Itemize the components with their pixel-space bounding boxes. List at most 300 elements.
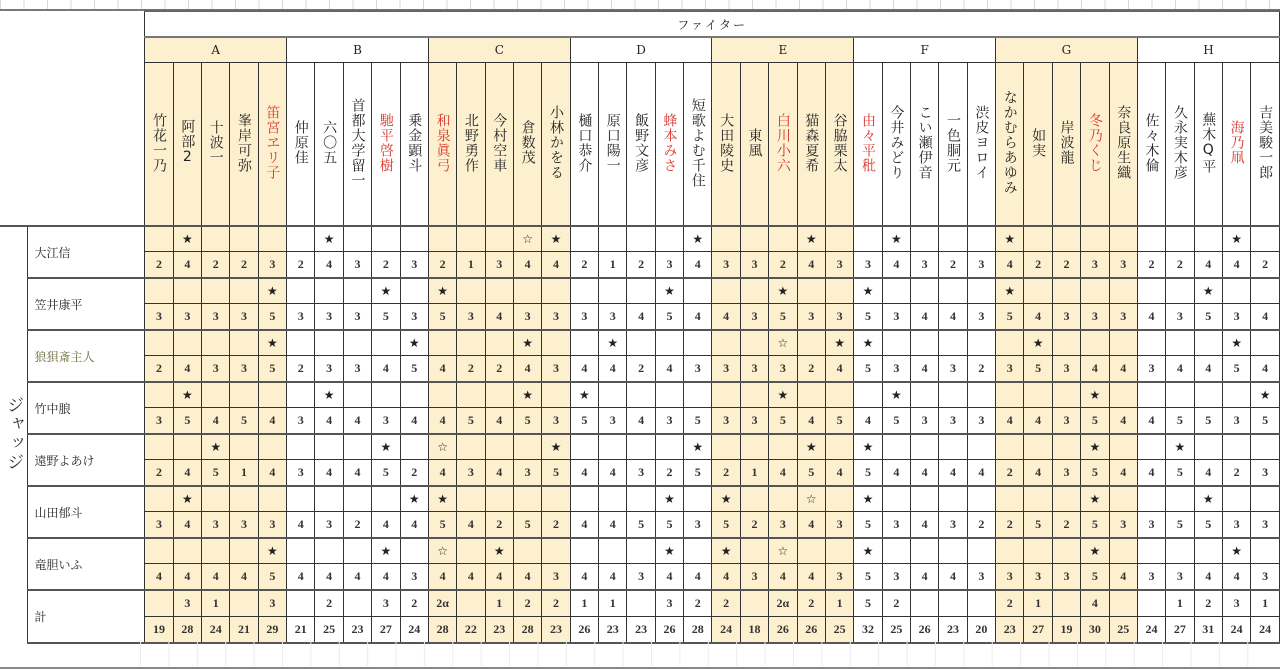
star-mark [372, 330, 400, 356]
star-mark [513, 486, 541, 512]
star-mark [202, 382, 230, 408]
total-score-cell: 30 [1081, 617, 1109, 644]
score-cell: 4 [797, 564, 825, 591]
star-mark [1109, 486, 1137, 512]
score-cell: 3 [1024, 564, 1052, 591]
star-count-cell: 3 [655, 590, 683, 617]
score-cell: 4 [599, 512, 627, 539]
score-cell: 3 [1109, 304, 1137, 331]
score-cell: 3 [967, 564, 995, 591]
star-mark [287, 278, 315, 304]
score-cell: 5 [655, 304, 683, 331]
fighter-header [513, 63, 541, 227]
fighter-header [1052, 63, 1080, 227]
star-mark [797, 382, 825, 408]
fighter-header [627, 63, 655, 227]
judge-score-row [0, 564, 1280, 591]
star-mark [627, 330, 655, 356]
fighter-header [825, 63, 853, 227]
score-cell: 4 [1137, 304, 1165, 331]
fighter-name: 蜂本みさ [661, 112, 678, 173]
star-count-cell: 1 [825, 590, 853, 617]
fighter-name: こい瀬伊音 [916, 105, 933, 180]
star-mark [627, 538, 655, 564]
fighter-header [996, 63, 1024, 227]
fighter-name: 渋皮ヨロイ [973, 105, 990, 180]
star-mark [627, 226, 655, 252]
total-score-cell: 19 [145, 617, 173, 644]
score-cell: 3 [1166, 564, 1194, 591]
star-mark [599, 538, 627, 564]
score-cell: 4 [1222, 564, 1250, 591]
score-cell: 3 [712, 408, 740, 435]
star-mark [740, 486, 768, 512]
score-cell: 3 [230, 512, 258, 539]
fighter-name-row [0, 63, 1280, 227]
total-score-cell: 25 [882, 617, 910, 644]
total-score-cell: 22 [457, 617, 485, 644]
star-mark [996, 486, 1024, 512]
score-cell: 3 [825, 512, 853, 539]
fighter-header [1081, 63, 1109, 227]
score-cell: 4 [173, 460, 201, 487]
star-mark [570, 278, 598, 304]
score-cell: 5 [627, 512, 655, 539]
star-mark [996, 330, 1024, 356]
star-mark [684, 278, 712, 304]
score-cell: 2 [967, 356, 995, 383]
star-mark [457, 434, 485, 460]
star-mark [712, 330, 740, 356]
star-mark [457, 382, 485, 408]
star-mark: ★ [1166, 434, 1194, 460]
score-cell: 5 [1222, 356, 1250, 383]
score-cell: 5 [854, 512, 882, 539]
judge-star-row [0, 382, 1280, 408]
fighter-name: 谷脇栗太 [831, 112, 848, 173]
star-mark [797, 278, 825, 304]
star-mark: ★ [996, 226, 1024, 252]
judge-name: 狼狽斎主人 [28, 330, 145, 382]
score-cell: 3 [315, 304, 343, 331]
star-mark [1166, 382, 1194, 408]
star-mark [684, 486, 712, 512]
star-mark [1222, 434, 1250, 460]
fighter-name: 大田陵史 [718, 112, 735, 173]
score-cell: 3 [882, 564, 910, 591]
score-cell: 2 [202, 252, 230, 279]
group-header-g: G [996, 37, 1138, 63]
star-mark [1194, 434, 1222, 460]
score-cell: 4 [287, 564, 315, 591]
score-cell: 3 [882, 512, 910, 539]
fighter-title-row [0, 11, 1280, 37]
star-mark: ★ [1194, 486, 1222, 512]
star-mark [513, 278, 541, 304]
star-mark [1052, 434, 1080, 460]
total-score-cell: 32 [854, 617, 882, 644]
score-cell: 5 [854, 356, 882, 383]
star-mark [854, 226, 882, 252]
fighter-header [315, 63, 343, 227]
fighter-header [599, 63, 627, 227]
fighter-name: 六〇五 [321, 120, 338, 165]
score-cell: 4 [315, 460, 343, 487]
fighter-name: 和泉眞弓 [434, 112, 451, 173]
judge-side-label [0, 226, 28, 643]
total-score-cell: 27 [372, 617, 400, 644]
fighter-header [173, 63, 201, 227]
star-mark: ★ [1222, 330, 1250, 356]
group-header-b: B [287, 37, 429, 63]
score-cell: 3 [939, 356, 967, 383]
fighter-header [1251, 63, 1280, 227]
star-mark [1137, 538, 1165, 564]
star-mark [173, 330, 201, 356]
star-mark: ★ [1222, 226, 1250, 252]
star-mark: ★ [1251, 382, 1280, 408]
score-cell: 4 [1024, 408, 1052, 435]
score-cell: 5 [769, 408, 797, 435]
fighter-header [1137, 63, 1165, 227]
star-mark [372, 226, 400, 252]
total-score-cell: 23 [939, 617, 967, 644]
star-mark [230, 226, 258, 252]
score-cell: 3 [400, 252, 428, 279]
score-cell: 4 [655, 564, 683, 591]
score-cell: 4 [797, 512, 825, 539]
score-cell: 4 [769, 564, 797, 591]
star-mark [967, 538, 995, 564]
fighter-name: 岸波龍 [1058, 120, 1075, 165]
score-cell: 5 [457, 408, 485, 435]
star-mark [287, 538, 315, 564]
score-cell: 4 [967, 460, 995, 487]
total-score-cell: 24 [1251, 617, 1280, 644]
star-mark: ★ [854, 538, 882, 564]
fighter-name: 笛宮ヱリ子 [264, 105, 281, 180]
fighter-header [854, 63, 882, 227]
star-mark [258, 226, 286, 252]
fighter-name: 首都大学留一 [349, 97, 366, 188]
score-cell: 3 [343, 356, 371, 383]
score-cell: 5 [173, 408, 201, 435]
fighter-header [1194, 63, 1222, 227]
star-mark: ★ [428, 278, 456, 304]
score-cell: 2 [400, 460, 428, 487]
score-cell: 3 [315, 512, 343, 539]
star-mark [457, 226, 485, 252]
score-cell: 3 [400, 304, 428, 331]
star-mark: ★ [542, 434, 570, 460]
score-cell: 4 [570, 460, 598, 487]
fighter-name: 海乃凧 [1228, 120, 1245, 165]
total-score-cell: 24 [1222, 617, 1250, 644]
star-count-cell: 2 [1194, 590, 1222, 617]
score-cell: 3 [939, 512, 967, 539]
score-cell: 2 [570, 252, 598, 279]
score-cell: 3 [287, 408, 315, 435]
score-cell: 3 [1222, 512, 1250, 539]
score-cell: 5 [513, 408, 541, 435]
score-cell: 2 [1137, 252, 1165, 279]
score-cell: 2 [145, 356, 173, 383]
star-mark [655, 382, 683, 408]
star-count-cell [627, 590, 655, 617]
judge-name: 竹中朖 [28, 382, 145, 434]
star-count-cell: 1 [1024, 590, 1052, 617]
score-cell: 3 [882, 304, 910, 331]
star-mark [145, 278, 173, 304]
score-cell: 5 [1081, 512, 1109, 539]
score-cell: 3 [967, 252, 995, 279]
star-mark [145, 382, 173, 408]
sheet-gridlines-bottom [140, 640, 1275, 666]
fighter-name: 如実 [1030, 127, 1047, 158]
star-mark [967, 226, 995, 252]
score-cell: 4 [684, 304, 712, 331]
score-cell: 1 [740, 460, 768, 487]
score-cell: 2 [1024, 252, 1052, 279]
star-count-cell: 3 [372, 590, 400, 617]
score-cell: 2 [996, 512, 1024, 539]
star-mark [343, 226, 371, 252]
score-cell: 3 [655, 408, 683, 435]
score-cell: 3 [1137, 564, 1165, 591]
score-cell: 4 [1222, 252, 1250, 279]
group-header-f: F [854, 37, 996, 63]
star-count-cell: 2 [513, 590, 541, 617]
score-cell: 4 [428, 564, 456, 591]
star-mark: ★ [428, 486, 456, 512]
star-count-cell: 5 [854, 590, 882, 617]
score-cell: 4 [627, 408, 655, 435]
star-mark [570, 330, 598, 356]
star-mark [1109, 434, 1137, 460]
star-count-cell: 2 [882, 590, 910, 617]
star-mark [570, 538, 598, 564]
judge-score-row [0, 512, 1280, 539]
score-cell: 5 [1024, 512, 1052, 539]
star-mark [1081, 278, 1109, 304]
score-cell: 3 [911, 252, 939, 279]
fighter-name: 北野勇作 [462, 112, 479, 173]
total-star-row [0, 590, 1280, 617]
star-mark [1222, 382, 1250, 408]
fighter-name: 由々平秕 [859, 112, 876, 173]
star-mark [911, 330, 939, 356]
score-cell: 3 [939, 408, 967, 435]
star-mark [570, 434, 598, 460]
total-score-cell: 21 [230, 617, 258, 644]
star-mark: ★ [372, 538, 400, 564]
total-score-cell: 29 [258, 617, 286, 644]
group-header-c: C [428, 37, 570, 63]
fighter-name: 飯野文彦 [633, 112, 650, 173]
star-mark [343, 538, 371, 564]
star-mark [1081, 226, 1109, 252]
judge-score-row [0, 408, 1280, 435]
score-cell: 4 [343, 564, 371, 591]
score-cell: 3 [542, 564, 570, 591]
star-mark [996, 434, 1024, 460]
group-header-a: A [145, 37, 287, 63]
star-mark [513, 538, 541, 564]
star-mark [202, 278, 230, 304]
fighter-name: 猫森夏希 [803, 112, 820, 173]
judge-star-row [0, 330, 1280, 356]
score-cell: 3 [1166, 304, 1194, 331]
fighter-name: 阿部2 [179, 119, 196, 166]
score-cell: 3 [542, 408, 570, 435]
score-cell: 5 [1166, 512, 1194, 539]
fighter-header [1024, 63, 1052, 227]
star-mark: ★ [258, 538, 286, 564]
score-cell: 2 [1222, 460, 1250, 487]
score-cell: 4 [315, 408, 343, 435]
fighter-header [1222, 63, 1250, 227]
star-mark [542, 538, 570, 564]
score-cell: 5 [258, 564, 286, 591]
bottom-rule [0, 667, 1280, 669]
score-cell: 4 [485, 564, 513, 591]
star-mark [939, 538, 967, 564]
fighter-name: 今井みどり [888, 105, 905, 180]
score-cell: 3 [1109, 512, 1137, 539]
score-cell: 4 [1081, 356, 1109, 383]
score-cell: 4 [258, 408, 286, 435]
star-mark: ★ [570, 382, 598, 408]
star-mark [428, 330, 456, 356]
star-count-cell: 1 [599, 590, 627, 617]
star-mark [1137, 382, 1165, 408]
star-count-cell [457, 590, 485, 617]
score-cell: 4 [570, 356, 598, 383]
fighter-name: 一色胴元 [945, 112, 962, 173]
score-cell: 4 [315, 252, 343, 279]
star-mark [202, 226, 230, 252]
score-cell: 4 [457, 564, 485, 591]
score-cell: 1 [599, 252, 627, 279]
score-cell: 3 [1052, 408, 1080, 435]
star-mark [457, 278, 485, 304]
star-mark [740, 434, 768, 460]
score-cell: 4 [400, 408, 428, 435]
score-cell: 3 [684, 512, 712, 539]
judge-star-row [0, 486, 1280, 512]
star-mark [258, 382, 286, 408]
score-cell: 4 [513, 356, 541, 383]
score-cell: 4 [939, 304, 967, 331]
star-mark [996, 382, 1024, 408]
score-cell: 4 [1024, 460, 1052, 487]
star-count-cell: 1 [1251, 590, 1280, 617]
fighter-header [684, 63, 712, 227]
score-cell: 3 [173, 304, 201, 331]
total-score-cell: 24 [202, 617, 230, 644]
star-count-cell: 2 [315, 590, 343, 617]
star-mark [173, 538, 201, 564]
fighter-header [712, 63, 740, 227]
score-cell: 5 [1081, 460, 1109, 487]
fighter-name: 冬乃くじ [1086, 112, 1103, 173]
star-count-cell [939, 590, 967, 617]
score-cell: 4 [485, 304, 513, 331]
judge-name: 大江信 [28, 226, 145, 278]
star-mark [400, 382, 428, 408]
star-mark [202, 486, 230, 512]
total-score-cell: 21 [287, 617, 315, 644]
star-mark [627, 486, 655, 512]
score-cell: 4 [372, 564, 400, 591]
star-mark: ★ [882, 382, 910, 408]
star-count-cell [1052, 590, 1080, 617]
score-cell: 4 [911, 356, 939, 383]
star-count-cell: 1 [202, 590, 230, 617]
score-cell: 4 [911, 304, 939, 331]
score-cell: 3 [457, 460, 485, 487]
star-count-cell: 3 [173, 590, 201, 617]
star-mark [457, 486, 485, 512]
star-mark: ★ [485, 538, 513, 564]
fighter-header [457, 63, 485, 227]
star-count-cell [740, 590, 768, 617]
score-cell: 2 [145, 252, 173, 279]
star-count-cell: 2 [712, 590, 740, 617]
score-cell: 4 [911, 564, 939, 591]
score-cell: 3 [825, 564, 853, 591]
star-count-cell: 2 [684, 590, 712, 617]
score-cell: 5 [258, 304, 286, 331]
score-cell: 3 [740, 356, 768, 383]
score-cell: 2 [485, 512, 513, 539]
star-count-cell: 2 [996, 590, 1024, 617]
score-cell: 3 [996, 564, 1024, 591]
star-mark [684, 330, 712, 356]
star-mark: ★ [258, 330, 286, 356]
star-count-cell [230, 590, 258, 617]
score-cell: 4 [1251, 304, 1280, 331]
star-mark [1137, 278, 1165, 304]
star-mark [967, 382, 995, 408]
score-cell: 4 [939, 460, 967, 487]
star-mark [1024, 434, 1052, 460]
star-mark [343, 486, 371, 512]
star-mark: ☆ [428, 434, 456, 460]
star-mark [315, 434, 343, 460]
score-cell: 5 [769, 304, 797, 331]
star-mark [1166, 278, 1194, 304]
star-mark [1166, 226, 1194, 252]
score-cell: 5 [372, 460, 400, 487]
fighter-header [570, 63, 598, 227]
star-mark [911, 382, 939, 408]
judge-name: 山田郁斗 [28, 486, 145, 538]
fighter-header [655, 63, 683, 227]
star-mark [655, 434, 683, 460]
score-cell: 3 [712, 252, 740, 279]
score-cell: 4 [712, 304, 740, 331]
star-count-cell: 3 [1222, 590, 1250, 617]
star-mark [343, 382, 371, 408]
score-cell: 4 [173, 356, 201, 383]
star-mark [1024, 538, 1052, 564]
score-cell: 5 [825, 408, 853, 435]
star-mark [599, 278, 627, 304]
star-mark [1052, 486, 1080, 512]
star-mark [882, 278, 910, 304]
judge-star-row [0, 226, 1280, 252]
